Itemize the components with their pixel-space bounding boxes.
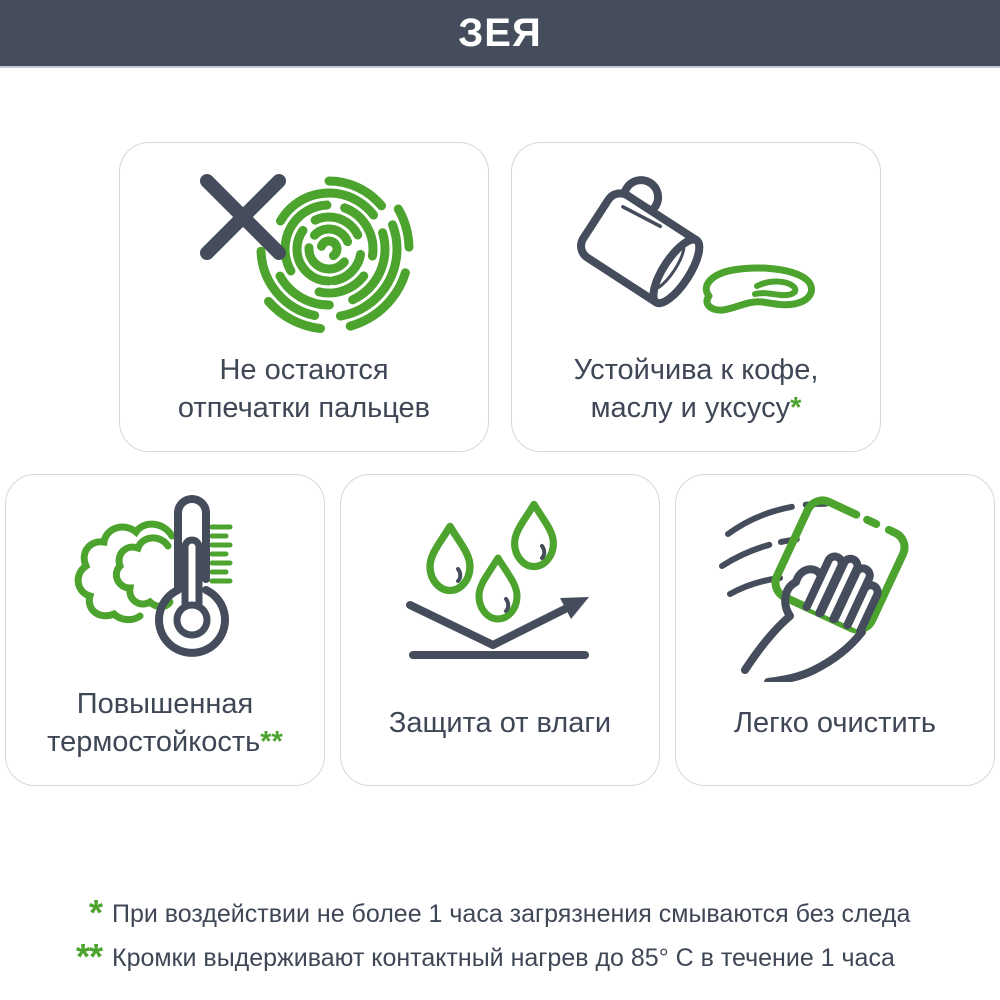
bounce-arrow bbox=[410, 597, 589, 655]
feature-label: Устойчива к кофе, маслу и уксусу* bbox=[573, 354, 819, 424]
footnote-1 bbox=[50, 892, 960, 933]
feature-label: Легко очистить bbox=[733, 707, 937, 739]
page-title: ЗЕЯ bbox=[458, 10, 542, 55]
hand bbox=[745, 557, 878, 682]
feature-card-easy-cleaning bbox=[675, 474, 995, 786]
footnote-text: Кромки выдерживают контактный нагрев до 85° С в течение 1 часа bbox=[112, 944, 895, 972]
footnotes bbox=[50, 892, 960, 986]
feature-label: Повышенная термостойкость** bbox=[47, 688, 283, 758]
double-asterisk-mark: ** bbox=[75, 936, 102, 977]
feature-card-no-fingerprints bbox=[119, 142, 489, 452]
drops bbox=[430, 504, 553, 619]
water-drops-icon bbox=[375, 487, 625, 677]
double-asterisk-mark: ** bbox=[260, 726, 283, 758]
scale-ticks bbox=[212, 527, 230, 581]
feature-label: Не остаются отпечатки пальцев bbox=[177, 354, 431, 424]
footnote-2 bbox=[50, 936, 960, 977]
asterisk-mark: * bbox=[88, 892, 102, 933]
asterisk-mark: * bbox=[790, 392, 802, 424]
x-mark-icon bbox=[207, 181, 279, 253]
feature-card-heat-resistance bbox=[5, 474, 325, 786]
header-bar bbox=[0, 0, 1000, 68]
no-fingerprint-icon bbox=[179, 163, 429, 335]
feature-card-stain-resistance bbox=[511, 142, 881, 452]
hand-wipe-icon bbox=[710, 482, 960, 682]
feature-label: Защита от влаги bbox=[388, 707, 612, 739]
footnote-text: При воздействии не более 1 часа загрязнения смываются без следа bbox=[112, 900, 911, 928]
thermometer-icon bbox=[40, 482, 290, 682]
feature-card-moisture-protection bbox=[340, 474, 660, 786]
cup-spill-icon bbox=[561, 168, 831, 330]
